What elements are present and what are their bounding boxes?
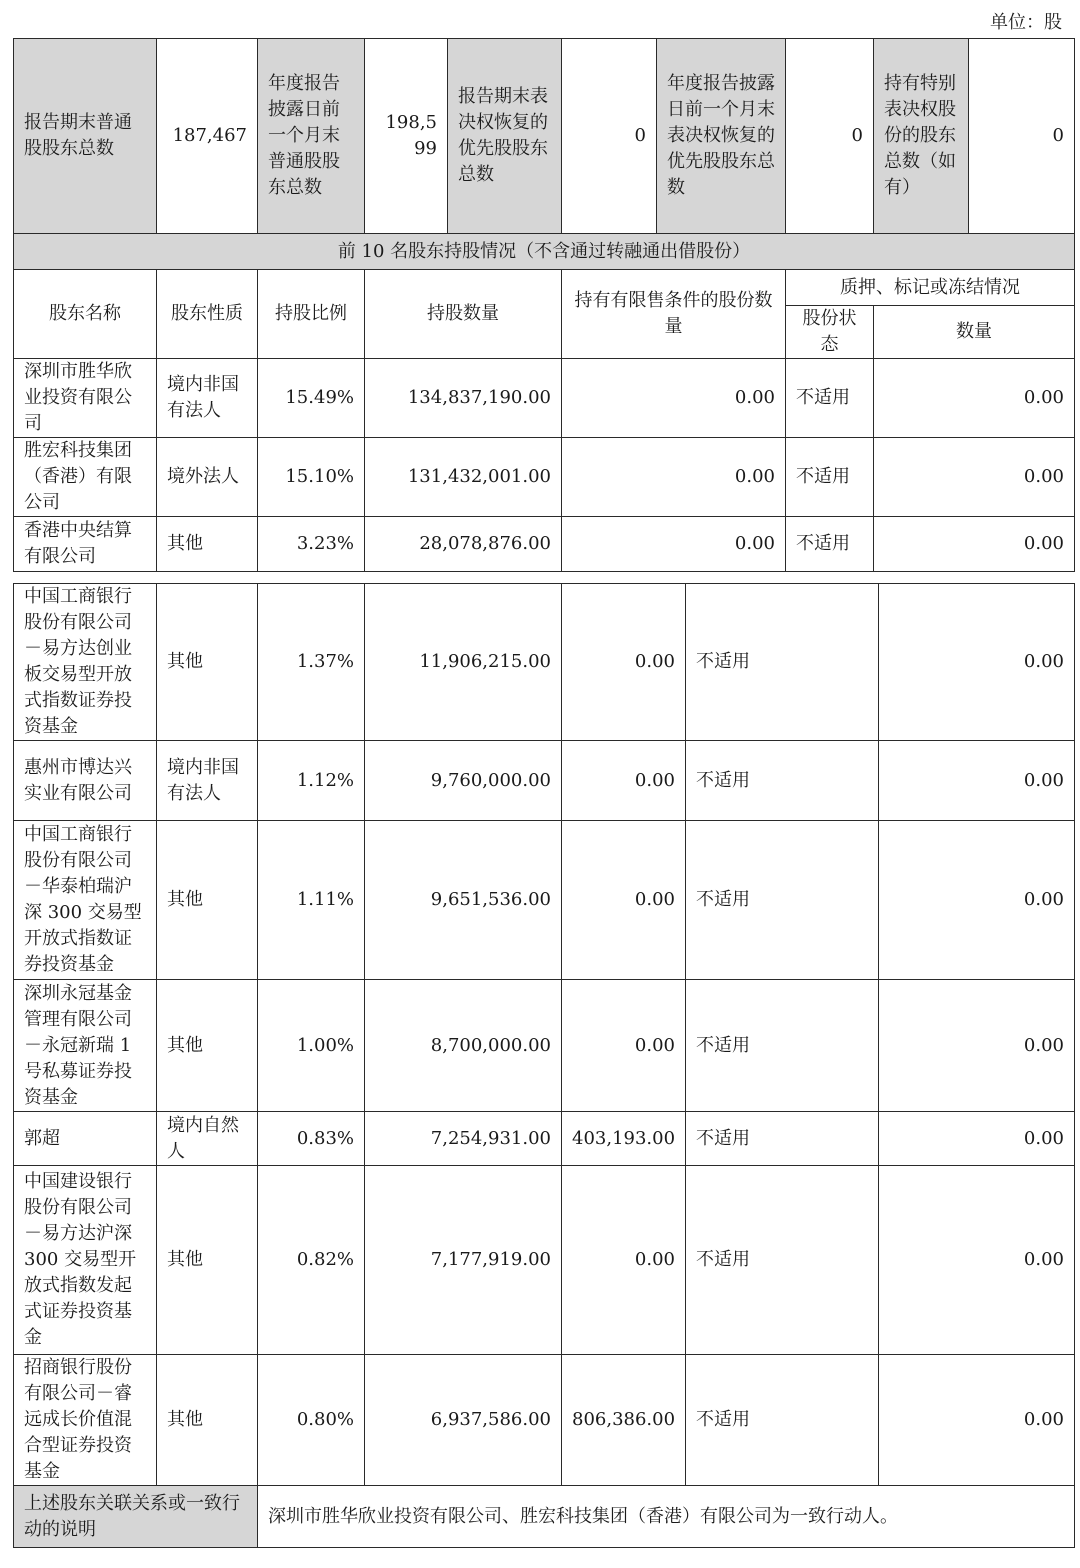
summary-row xyxy=(14,39,1075,234)
shareholder-name: 深圳永冠基金管理有限公司－永冠新瑞 1 号私募证券投资基金 xyxy=(14,980,157,1112)
table-row xyxy=(14,359,1075,438)
summary-label-2: 年度报告披露日前一个月末普通股股东总数 xyxy=(258,39,365,234)
pledge-status: 不适用 xyxy=(686,980,879,1112)
shareholder-shares: 9,760,000.00 xyxy=(365,741,562,821)
shareholder-nature: 其他 xyxy=(157,1355,258,1486)
shareholder-name: 郭超 xyxy=(14,1112,157,1166)
shareholder-ratio: 0.80% xyxy=(258,1355,365,1486)
summary-value-2: 198,599 xyxy=(365,39,448,234)
shareholder-shares: 6,937,586.00 xyxy=(365,1355,562,1486)
summary-label-5: 持有特别表决权股份的股东总数（如有） xyxy=(874,39,969,234)
table-row xyxy=(14,980,1075,1112)
shareholder-nature: 其他 xyxy=(157,821,258,980)
shareholder-ratio: 0.83% xyxy=(258,1112,365,1166)
table-row xyxy=(14,438,1075,517)
pledge-qty: 0.00 xyxy=(879,980,1075,1112)
table-row xyxy=(14,1355,1075,1486)
pledge-qty: 0.00 xyxy=(879,584,1075,741)
pledge-qty: 0.00 xyxy=(879,741,1075,821)
shareholder-name: 胜宏科技集团（香港）有限公司 xyxy=(14,438,157,517)
shareholder-nature: 境外法人 xyxy=(157,438,258,517)
pledge-qty: 0.00 xyxy=(874,517,1075,572)
shareholder-name: 香港中央结算有限公司 xyxy=(14,517,157,572)
shareholder-name: 中国工商银行股份有限公司－易方达创业板交易型开放式指数证券投资基金 xyxy=(14,584,157,741)
pledge-status: 不适用 xyxy=(686,1112,879,1166)
shareholder-restricted: 0.00 xyxy=(562,980,686,1112)
shareholder-ratio: 1.37% xyxy=(258,584,365,741)
header-restricted: 持有有限售条件的股份数量 xyxy=(562,270,786,359)
shareholder-shares: 9,651,536.00 xyxy=(365,821,562,980)
pledge-status: 不适用 xyxy=(686,741,879,821)
section-title: 前 10 名股东持股情况（不含通过转融通出借股份） xyxy=(14,234,1075,270)
header-pledge-qty: 数量 xyxy=(874,306,1075,359)
shareholder-name: 中国工商银行股份有限公司－华泰柏瑞沪深 300 交易型开放式指数证券投资基金 xyxy=(14,821,157,980)
pledge-qty: 0.00 xyxy=(879,1355,1075,1486)
shareholder-nature: 境内非国有法人 xyxy=(157,359,258,438)
shareholder-nature: 境内自然人 xyxy=(157,1112,258,1166)
table-row xyxy=(14,821,1075,980)
shareholder-shares: 134,837,190.00 xyxy=(365,359,562,438)
unit-label: 单位：股 xyxy=(990,12,1062,33)
pledge-status: 不适用 xyxy=(686,1166,879,1355)
table-row xyxy=(14,584,1075,741)
pledge-status: 不适用 xyxy=(686,821,879,980)
shareholder-nature: 其他 xyxy=(157,584,258,741)
shareholder-restricted: 0.00 xyxy=(562,359,786,438)
header-ratio: 持股比例 xyxy=(258,270,365,359)
summary-label-4: 年度报告披露日前一个月末表决权恢复的优先股股东总数 xyxy=(657,39,786,234)
shareholder-restricted: 0.00 xyxy=(562,517,786,572)
shareholder-shares: 7,254,931.00 xyxy=(365,1112,562,1166)
shareholder-nature: 其他 xyxy=(157,980,258,1112)
header-nature: 股东性质 xyxy=(157,270,258,359)
shareholder-restricted: 0.00 xyxy=(562,1166,686,1355)
pledge-status: 不适用 xyxy=(686,584,879,741)
summary-value-5: 0 xyxy=(969,39,1075,234)
header-row xyxy=(14,270,1075,306)
shareholder-shares: 7,177,919.00 xyxy=(365,1166,562,1355)
shareholder-restricted: 0.00 xyxy=(562,821,686,980)
shareholder-restricted: 806,386.00 xyxy=(562,1355,686,1486)
shareholder-table-continued xyxy=(13,583,1075,1548)
summary-label-1: 报告期末普通股股东总数 xyxy=(14,39,157,234)
shareholder-shares: 8,700,000.00 xyxy=(365,980,562,1112)
shareholder-name: 惠州市博达兴实业有限公司 xyxy=(14,741,157,821)
pledge-qty: 0.00 xyxy=(879,821,1075,980)
header-pledge-status: 股份状态 xyxy=(786,306,874,359)
table-row xyxy=(14,1166,1075,1355)
summary-value-1: 187,467 xyxy=(157,39,258,234)
shareholder-name: 招商银行股份有限公司－睿远成长价值混合型证券投资基金 xyxy=(14,1355,157,1486)
shareholder-ratio: 15.49% xyxy=(258,359,365,438)
pledge-status: 不适用 xyxy=(786,438,874,517)
shareholder-shares: 28,078,876.00 xyxy=(365,517,562,572)
shareholder-ratio: 1.11% xyxy=(258,821,365,980)
shareholder-nature: 境内非国有法人 xyxy=(157,741,258,821)
relationship-text: 深圳市胜华欣业投资有限公司、胜宏科技集团（香港）有限公司为一致行动人。 xyxy=(258,1486,1075,1548)
relationship-label: 上述股东关联关系或一致行动的说明 xyxy=(14,1486,258,1548)
summary-value-4: 0 xyxy=(786,39,874,234)
shareholder-restricted: 0.00 xyxy=(562,438,786,517)
summary-value-3: 0 xyxy=(562,39,657,234)
pledge-qty: 0.00 xyxy=(874,438,1075,517)
pledge-qty: 0.00 xyxy=(874,359,1075,438)
shareholder-nature: 其他 xyxy=(157,517,258,572)
shareholder-name: 深圳市胜华欣业投资有限公司 xyxy=(14,359,157,438)
shareholder-ratio: 0.82% xyxy=(258,1166,365,1355)
shareholder-name: 中国建设银行股份有限公司－易方达沪深 300 交易型开放式指数发起式证券投资基金 xyxy=(14,1166,157,1355)
pledge-status: 不适用 xyxy=(786,517,874,572)
pledge-status: 不适用 xyxy=(786,359,874,438)
pledge-qty: 0.00 xyxy=(879,1166,1075,1355)
shareholder-shares: 11,906,215.00 xyxy=(365,584,562,741)
pledge-qty: 0.00 xyxy=(879,1112,1075,1166)
summary-label-3: 报告期末表决权恢复的优先股股东总数 xyxy=(448,39,562,234)
shareholder-shares: 131,432,001.00 xyxy=(365,438,562,517)
shareholder-ratio: 15.10% xyxy=(258,438,365,517)
table-row xyxy=(14,517,1075,572)
table-row xyxy=(14,1112,1075,1166)
header-name: 股东名称 xyxy=(14,270,157,359)
shareholder-ratio: 1.00% xyxy=(258,980,365,1112)
shareholder-ratio: 3.23% xyxy=(258,517,365,572)
shareholder-restricted: 0.00 xyxy=(562,584,686,741)
header-shares: 持股数量 xyxy=(365,270,562,359)
shareholder-restricted: 0.00 xyxy=(562,741,686,821)
shareholder-ratio: 1.12% xyxy=(258,741,365,821)
footer-row xyxy=(14,1486,1075,1548)
shareholder-table-top xyxy=(13,38,1075,572)
shareholder-nature: 其他 xyxy=(157,1166,258,1355)
pledge-status: 不适用 xyxy=(686,1355,879,1486)
shareholder-restricted: 403,193.00 xyxy=(562,1112,686,1166)
table-row xyxy=(14,741,1075,821)
header-pledge-group: 质押、标记或冻结情况 xyxy=(786,270,1075,306)
